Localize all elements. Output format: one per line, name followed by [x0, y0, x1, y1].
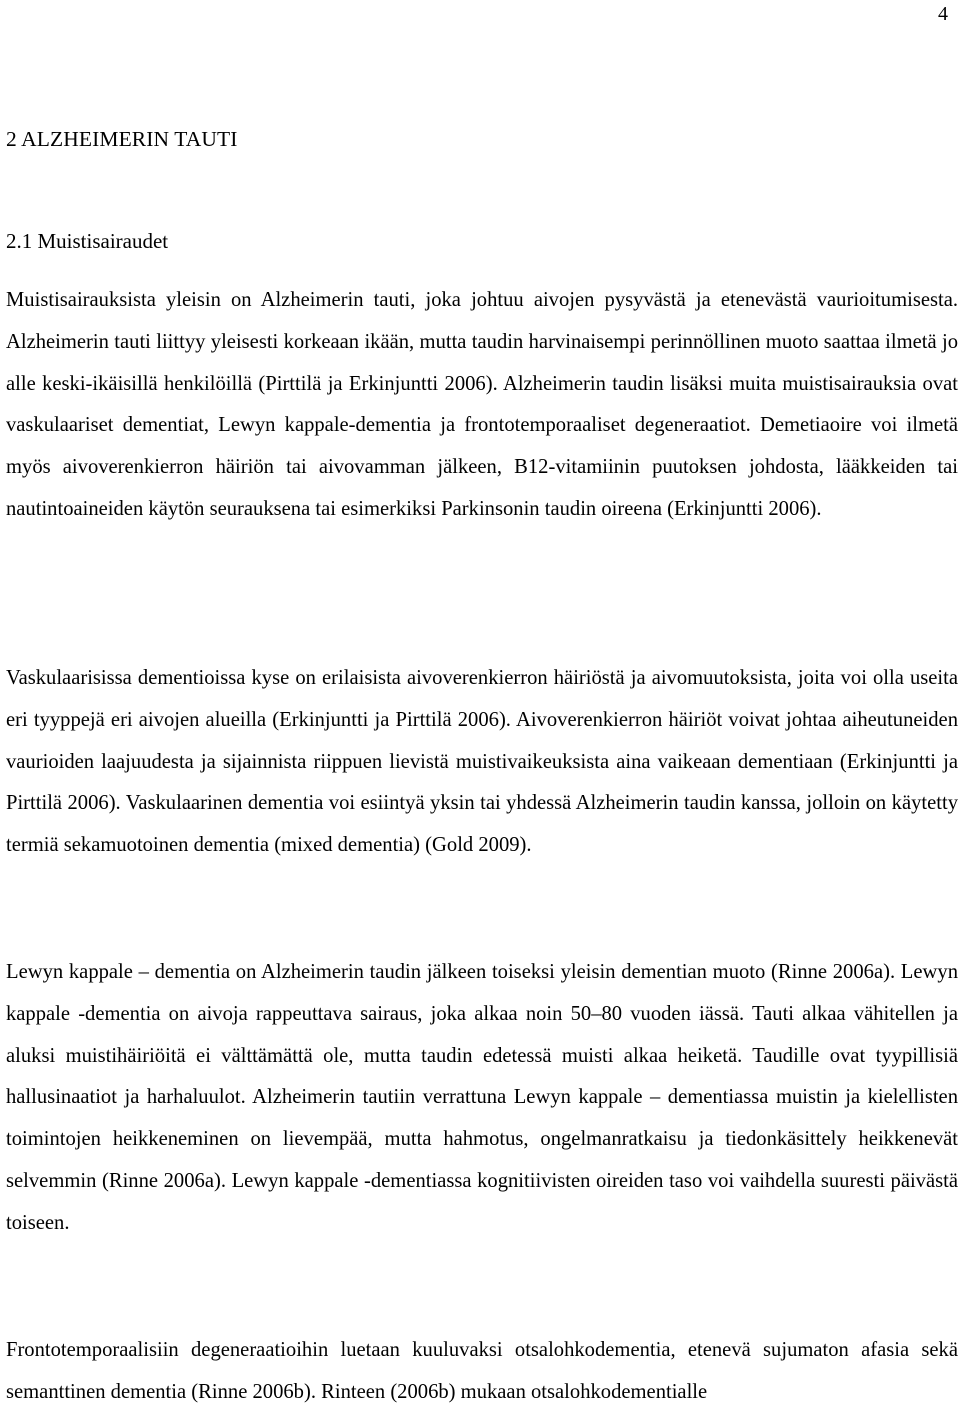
section-title: 2.1 Muistisairaudet	[6, 229, 169, 253]
body-paragraph: Vaskulaarisissa dementioissa kyse on erilaisista aivoverenkierron häiriöstä ja aivomuutoksista, joita voi olla useita eri tyyppejä eri aivojen alueilla (Erkinjuntti ja Pirttilä 2006). Aivoverenkierron häiriöt voivat johtaa aiheutuneiden vaurioiden laajuudesta ja sijainnista riippuen lievistä muistivaikeuksista aina vaikeaan dementiaan (Erkinjuntti ja Pirttilä 2006). Vaskulaarinen dementia voi esiintyä yksin tai yhdessä Alzheimerin taudin kanssa, jolloin on käytetty termiä sekamuotoinen dementia (mixed dementia) (Gold 2009).	[6, 667, 958, 857]
body-paragraph: Frontotemporaalisiin degeneraatioihin luetaan kuuluvaksi otsalohkodementia, etenevä sujumaton afasia sekä semanttinen dementia (Rinne 2006b). Rinteen (2006b) mukaan otsalohkodementialle	[6, 1339, 958, 1403]
page-number: 4	[938, 3, 948, 25]
body-paragraph: Lewyn kappale – dementia on Alzheimerin taudin jälkeen toiseksi yleisin dementian muoto (Rinne 2006a). Lewyn kappale -dementia on aivoja rappeuttava sairaus, joka alkaa noin 50–80 vuoden iässä. Tauti alkaa vähitellen ja aluksi muistihäiriöitä ei välttämättä ole, mutta taudin edetessä muisti alkaa heiketä. Taudille ovat tyypillisiä hallusinaatiot ja harhaluulot. Alzheimerin tautiin verrattuna Lewyn kappale – dementiassa muistin ja kielellisten toimintojen heikkeneminen on lievempää, mutta hahmotus, ongelmanratkaisu ja tiedonkäsittely heikkenevät selvemmin (Rinne 2006a). Lewyn kappale -dementiassa kognitiivisten oireiden taso voi vaihdella suuresti päivästä toiseen.	[6, 961, 958, 1234]
body-paragraph: Muistisairauksista yleisin on Alzheimerin tauti, joka johtuu aivojen pysyvästä ja etenevästä vaurioitumisesta. Alzheimerin tauti liittyy yleisesti korkeaan ikään, mutta taudin harvinaisempi perinnöllinen muoto saattaa ilmetä jo alle keski-ikäisillä henkilöillä (Pirttilä ja Erkinjuntti 2006). Alzheimerin taudin lisäksi muita muistisairauksia ovat vaskulaariset dementiat, Lewyn kappale-dementia ja frontotemporaaliset degeneraatiot. Demetiaoire voi ilmetä myös aivoverenkierron häiriön tai aivovamman jälkeen, B12-vitamiinin puutoksen johdosta, lääkkeiden tai nautintoaineiden käytön seurauksena tai esimerkiksi Parkinsonin taudin oireena (Erkinjuntti 2006).	[6, 289, 958, 520]
chapter-title: 2 ALZHEIMERIN TAUTI	[6, 127, 238, 151]
